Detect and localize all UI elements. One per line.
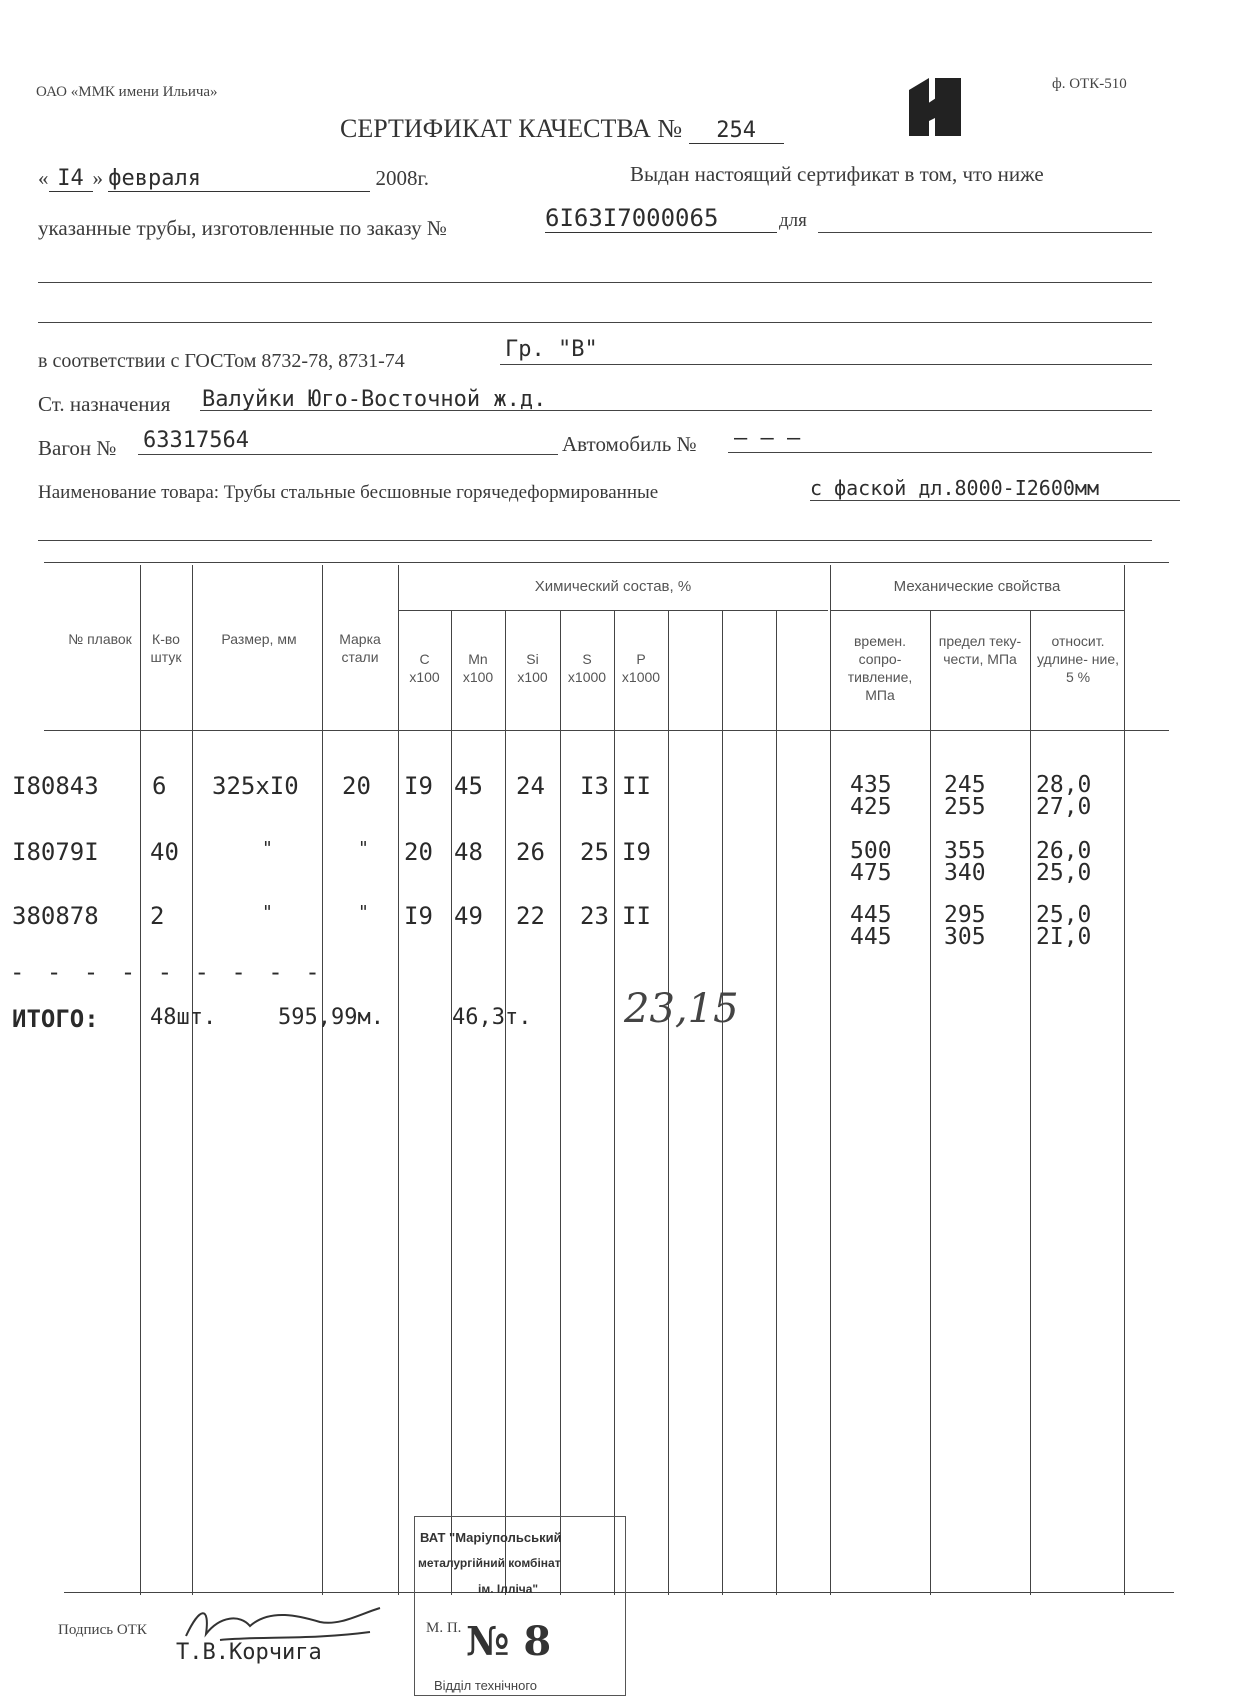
gost-label: в соответствии с ГОСТом 8732-78, 8731-74	[38, 350, 405, 372]
date-month: февраля	[108, 166, 370, 192]
station-value: Валуйки Юго-Восточной ж.д.	[202, 387, 547, 412]
elong-2: 2I,0	[1036, 924, 1092, 950]
col-line-12	[830, 565, 831, 1595]
certificate-title	[340, 114, 784, 144]
handwritten-weight: 23,15	[624, 986, 739, 1032]
manganese: 49	[454, 902, 483, 930]
date-line: « I4 » февраля 2008г.	[38, 166, 429, 191]
pipes-text: указанные трубы, изготовленные по заказу №	[38, 216, 447, 240]
heat-number: 380878	[12, 902, 99, 930]
elong-2: 27,0	[1036, 794, 1092, 820]
for-line	[818, 232, 1152, 233]
wagon-line	[138, 454, 558, 455]
sulfur: 23	[580, 902, 609, 930]
carbon: 20	[404, 838, 433, 866]
title-text: СЕРТИФИКАТ КАЧЕСТВА №	[340, 114, 683, 143]
col-line-9	[668, 610, 669, 1595]
tensile-2: 475	[850, 860, 892, 886]
date-year: 2008г.	[375, 166, 429, 190]
auto-line	[728, 452, 1152, 453]
s-label: S	[582, 651, 592, 667]
manganese: 45	[454, 772, 483, 800]
tensile-strength-header: времен. сопро- тивление, МПа	[847, 633, 913, 703]
chem-col-p	[614, 650, 668, 686]
chem-col-c	[398, 650, 451, 686]
auto-value: – – –	[734, 426, 801, 451]
yield-2: 305	[944, 924, 986, 950]
yield-1: 355	[944, 838, 986, 864]
c-label: C	[419, 651, 430, 667]
col-line-13	[930, 610, 931, 1595]
organization-name: ОАО «ММК имени Ильича»	[36, 84, 218, 100]
heat-number-header: № плавок	[68, 631, 132, 647]
quantity: 2	[150, 902, 165, 930]
separator-dashes: - - - - - - - - -	[10, 958, 324, 986]
col-line-4	[398, 565, 399, 1595]
steel-grade: "	[358, 838, 369, 859]
chem-subheader-line	[398, 610, 828, 611]
tensile-1: 500	[850, 838, 892, 864]
mech-subheader-line	[830, 610, 1124, 611]
signer-name: Т.В.Корчига	[176, 1640, 322, 1665]
goods-value: с фаской дл.8000-I2600мм	[810, 476, 1099, 500]
chem-col-s	[560, 650, 614, 686]
size: "	[262, 838, 273, 859]
order-number: 6I63I7000065	[545, 204, 777, 233]
mn-label: Mn	[468, 651, 488, 667]
col-line-2	[192, 565, 193, 1595]
col-line-7	[560, 610, 561, 1595]
size: 325хI0	[212, 772, 299, 800]
yield-2: 340	[944, 860, 986, 886]
tensile-1: 445	[850, 902, 892, 928]
stamp-number: № 8	[466, 1618, 552, 1665]
col-line-11	[776, 610, 777, 1595]
gost-line	[500, 364, 1152, 365]
sulfur: 25	[580, 838, 609, 866]
col-line-6	[505, 610, 506, 1595]
p-label: P	[636, 651, 646, 667]
s-mult: x1000	[567, 669, 607, 685]
goods-label: Наименование товара: Трубы стальные бесшовные горячедеформированные	[38, 482, 659, 503]
tensile-2: 425	[850, 794, 892, 820]
stamp-line-2: металургійний комбінат	[418, 1556, 561, 1570]
stamp-line-1: ВАТ "Маріупольський	[420, 1530, 562, 1545]
tensile-1: 435	[850, 772, 892, 798]
yield-1: 245	[944, 772, 986, 798]
certificate-number: 254	[689, 118, 784, 144]
size-header: Размер, мм	[221, 631, 297, 647]
for-label: для	[779, 210, 807, 231]
sulfur: I3	[580, 772, 609, 800]
si-label: Si	[526, 651, 539, 667]
goods-line-2	[38, 540, 1152, 541]
total-length: 595,99м.	[278, 1005, 384, 1030]
elong-1: 26,0	[1036, 838, 1092, 864]
col-line-5	[451, 610, 452, 1595]
chem-col-si	[505, 650, 560, 686]
col-line-3	[322, 565, 323, 1595]
wagon-label: Вагон №	[38, 436, 117, 460]
elong-1: 25,0	[1036, 902, 1092, 928]
carbon: I9	[404, 772, 433, 800]
col-line-10	[722, 610, 723, 1595]
total-label: ИТОГО:	[12, 1005, 99, 1033]
col-line-14	[1030, 610, 1031, 1595]
issued-text: Выдан настоящий сертификат в том, что ниже	[630, 162, 1044, 186]
form-code: ф. ОТК-510	[1052, 76, 1127, 92]
stamp-line-3: ім. Ілліча"	[478, 1582, 539, 1596]
gost-group: Гр. "В"	[505, 337, 598, 362]
mn-mult: x100	[462, 669, 494, 685]
company-logo	[905, 76, 965, 138]
chem-col-mn	[451, 650, 505, 686]
auto-label: Автомобиль №	[562, 432, 697, 456]
silicon: 24	[516, 772, 545, 800]
steel-grade-header: Марка стали	[339, 631, 381, 665]
yield-strength-header: предел теку- чести, МПа	[938, 633, 1022, 667]
yield-2: 255	[944, 794, 986, 820]
steel-grade: "	[358, 902, 369, 923]
goods-line-1	[810, 500, 1180, 501]
mech-header: Механические свойства	[893, 578, 1061, 595]
total-weight: 46,3т.	[452, 1005, 532, 1030]
date-day: I4	[49, 166, 93, 192]
silicon: 26	[516, 838, 545, 866]
elongation-header: относит. удлине- ние, 5 %	[1037, 633, 1119, 685]
phosphorus: I9	[622, 838, 651, 866]
elong-1: 28,0	[1036, 772, 1092, 798]
tensile-2: 445	[850, 924, 892, 950]
signature-label: Подпись ОТК	[58, 1622, 147, 1638]
col-line-15	[1124, 565, 1125, 1595]
silicon: 22	[516, 902, 545, 930]
logo-mark	[905, 76, 965, 138]
table-top-line	[44, 562, 1169, 563]
station-label: Ст. назначения	[38, 392, 171, 416]
wagon-number: 63317564	[143, 428, 249, 453]
quantity-header: К-во штук	[150, 631, 182, 665]
quantity: 40	[150, 838, 179, 866]
phosphorus: II	[622, 902, 651, 930]
manganese: 48	[454, 838, 483, 866]
total-quantity: 48шт.	[150, 1005, 217, 1030]
stamp-mp: М. П.	[426, 1620, 462, 1636]
col-line-8	[614, 610, 615, 1595]
table-header-bottom	[44, 730, 1169, 731]
quantity: 6	[152, 772, 167, 800]
blank-line-1	[38, 282, 1152, 283]
blank-line-2	[38, 322, 1152, 323]
elong-2: 25,0	[1036, 860, 1092, 886]
col-line-1	[140, 565, 141, 1595]
heat-number: I8079I	[12, 838, 99, 866]
station-line	[200, 410, 1152, 411]
stamp-dept: Відділ технічного	[434, 1678, 538, 1693]
c-mult: x100	[409, 669, 440, 685]
yield-1: 295	[944, 902, 986, 928]
steel-grade: 20	[342, 772, 371, 800]
phosphorus: II	[622, 772, 651, 800]
si-mult: x100	[517, 669, 548, 685]
heat-number: I80843	[12, 772, 99, 800]
size: "	[262, 902, 273, 923]
carbon: I9	[404, 902, 433, 930]
p-mult: x1000	[621, 669, 661, 685]
chem-header: Химический состав, %	[534, 578, 692, 595]
